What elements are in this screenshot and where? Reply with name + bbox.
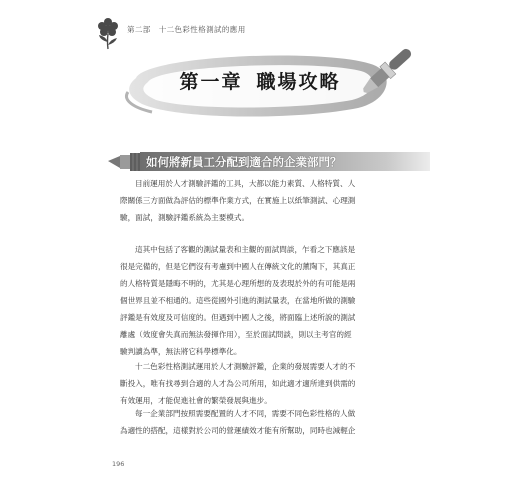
section-title: 如何將新員工分配到適合的企業部門？: [146, 155, 342, 169]
paragraph-1: [120, 175, 418, 226]
part-title: 十二色彩性格測試的應用: [158, 25, 246, 34]
text-line: 的人格特質是隱晦不明的，尤其是心理所想的及表現於外的有可能是兩: [120, 279, 356, 288]
chapter-title: [160, 67, 360, 94]
chapter-number: 第一章: [179, 71, 243, 93]
page-number: 196: [112, 460, 125, 468]
chapter-name: 職場攻略: [256, 71, 341, 93]
text-line: 際關係三方面做為評估的標準作業方式，在實施上以紙筆測試、心理測: [120, 196, 356, 205]
text-line: 個世界且並不相通的。這些從國外引進的測試量表，在當地所做的測驗: [120, 296, 356, 305]
part-label: 第二部: [127, 25, 151, 34]
text-line: 評鑑是有效度及可信度的。但遇到中國人之後，將面臨上述所說的測試: [120, 313, 356, 322]
flower-icon: [95, 16, 121, 50]
paragraph-4: [120, 405, 418, 439]
text-line: 驗，面試，測驗評鑑系統為主要模式。: [120, 213, 250, 222]
text-line: 斷投入，唯有找尋到合適的人才為公司所用，如此適才適所達到供需的: [120, 379, 356, 388]
text-line: 這其中包括了客觀的測試量表和主觀的面試問談，乍看之下應該是: [135, 245, 356, 254]
paragraph-3: [120, 358, 418, 409]
text-line: 離處（效度會失真而無法發揮作用），至於面試問談，則以主考官的經: [120, 330, 352, 339]
paragraph-2: [120, 241, 418, 360]
text-line: 目前運用於人才測驗評鑑的工具，大都以能力素質、人格特質、人: [135, 179, 356, 188]
text-line: 驗判讀為準，無法將它科學標準化。: [120, 347, 242, 356]
text-line: 有效運用，才能促進社會的繁榮發展與進步。: [120, 396, 272, 405]
text-line: 十二色彩性格測試運用於人才測驗評鑑，企業的發展需要人才的不: [135, 362, 356, 371]
pen-icon: [106, 149, 142, 175]
text-line: 為適性的搭配，這樣對於公司的營運績效才能有所幫助，同時也減輕企: [120, 426, 356, 435]
text-line: 每一企業部門按照需要配置的人才不同，需要不同色彩性格的人做: [135, 409, 356, 418]
running-header: [127, 24, 254, 35]
text-line: 很是完備的，但是它們沒有考慮到中國人在傳統文化的薰陶下，其真正: [120, 262, 356, 271]
